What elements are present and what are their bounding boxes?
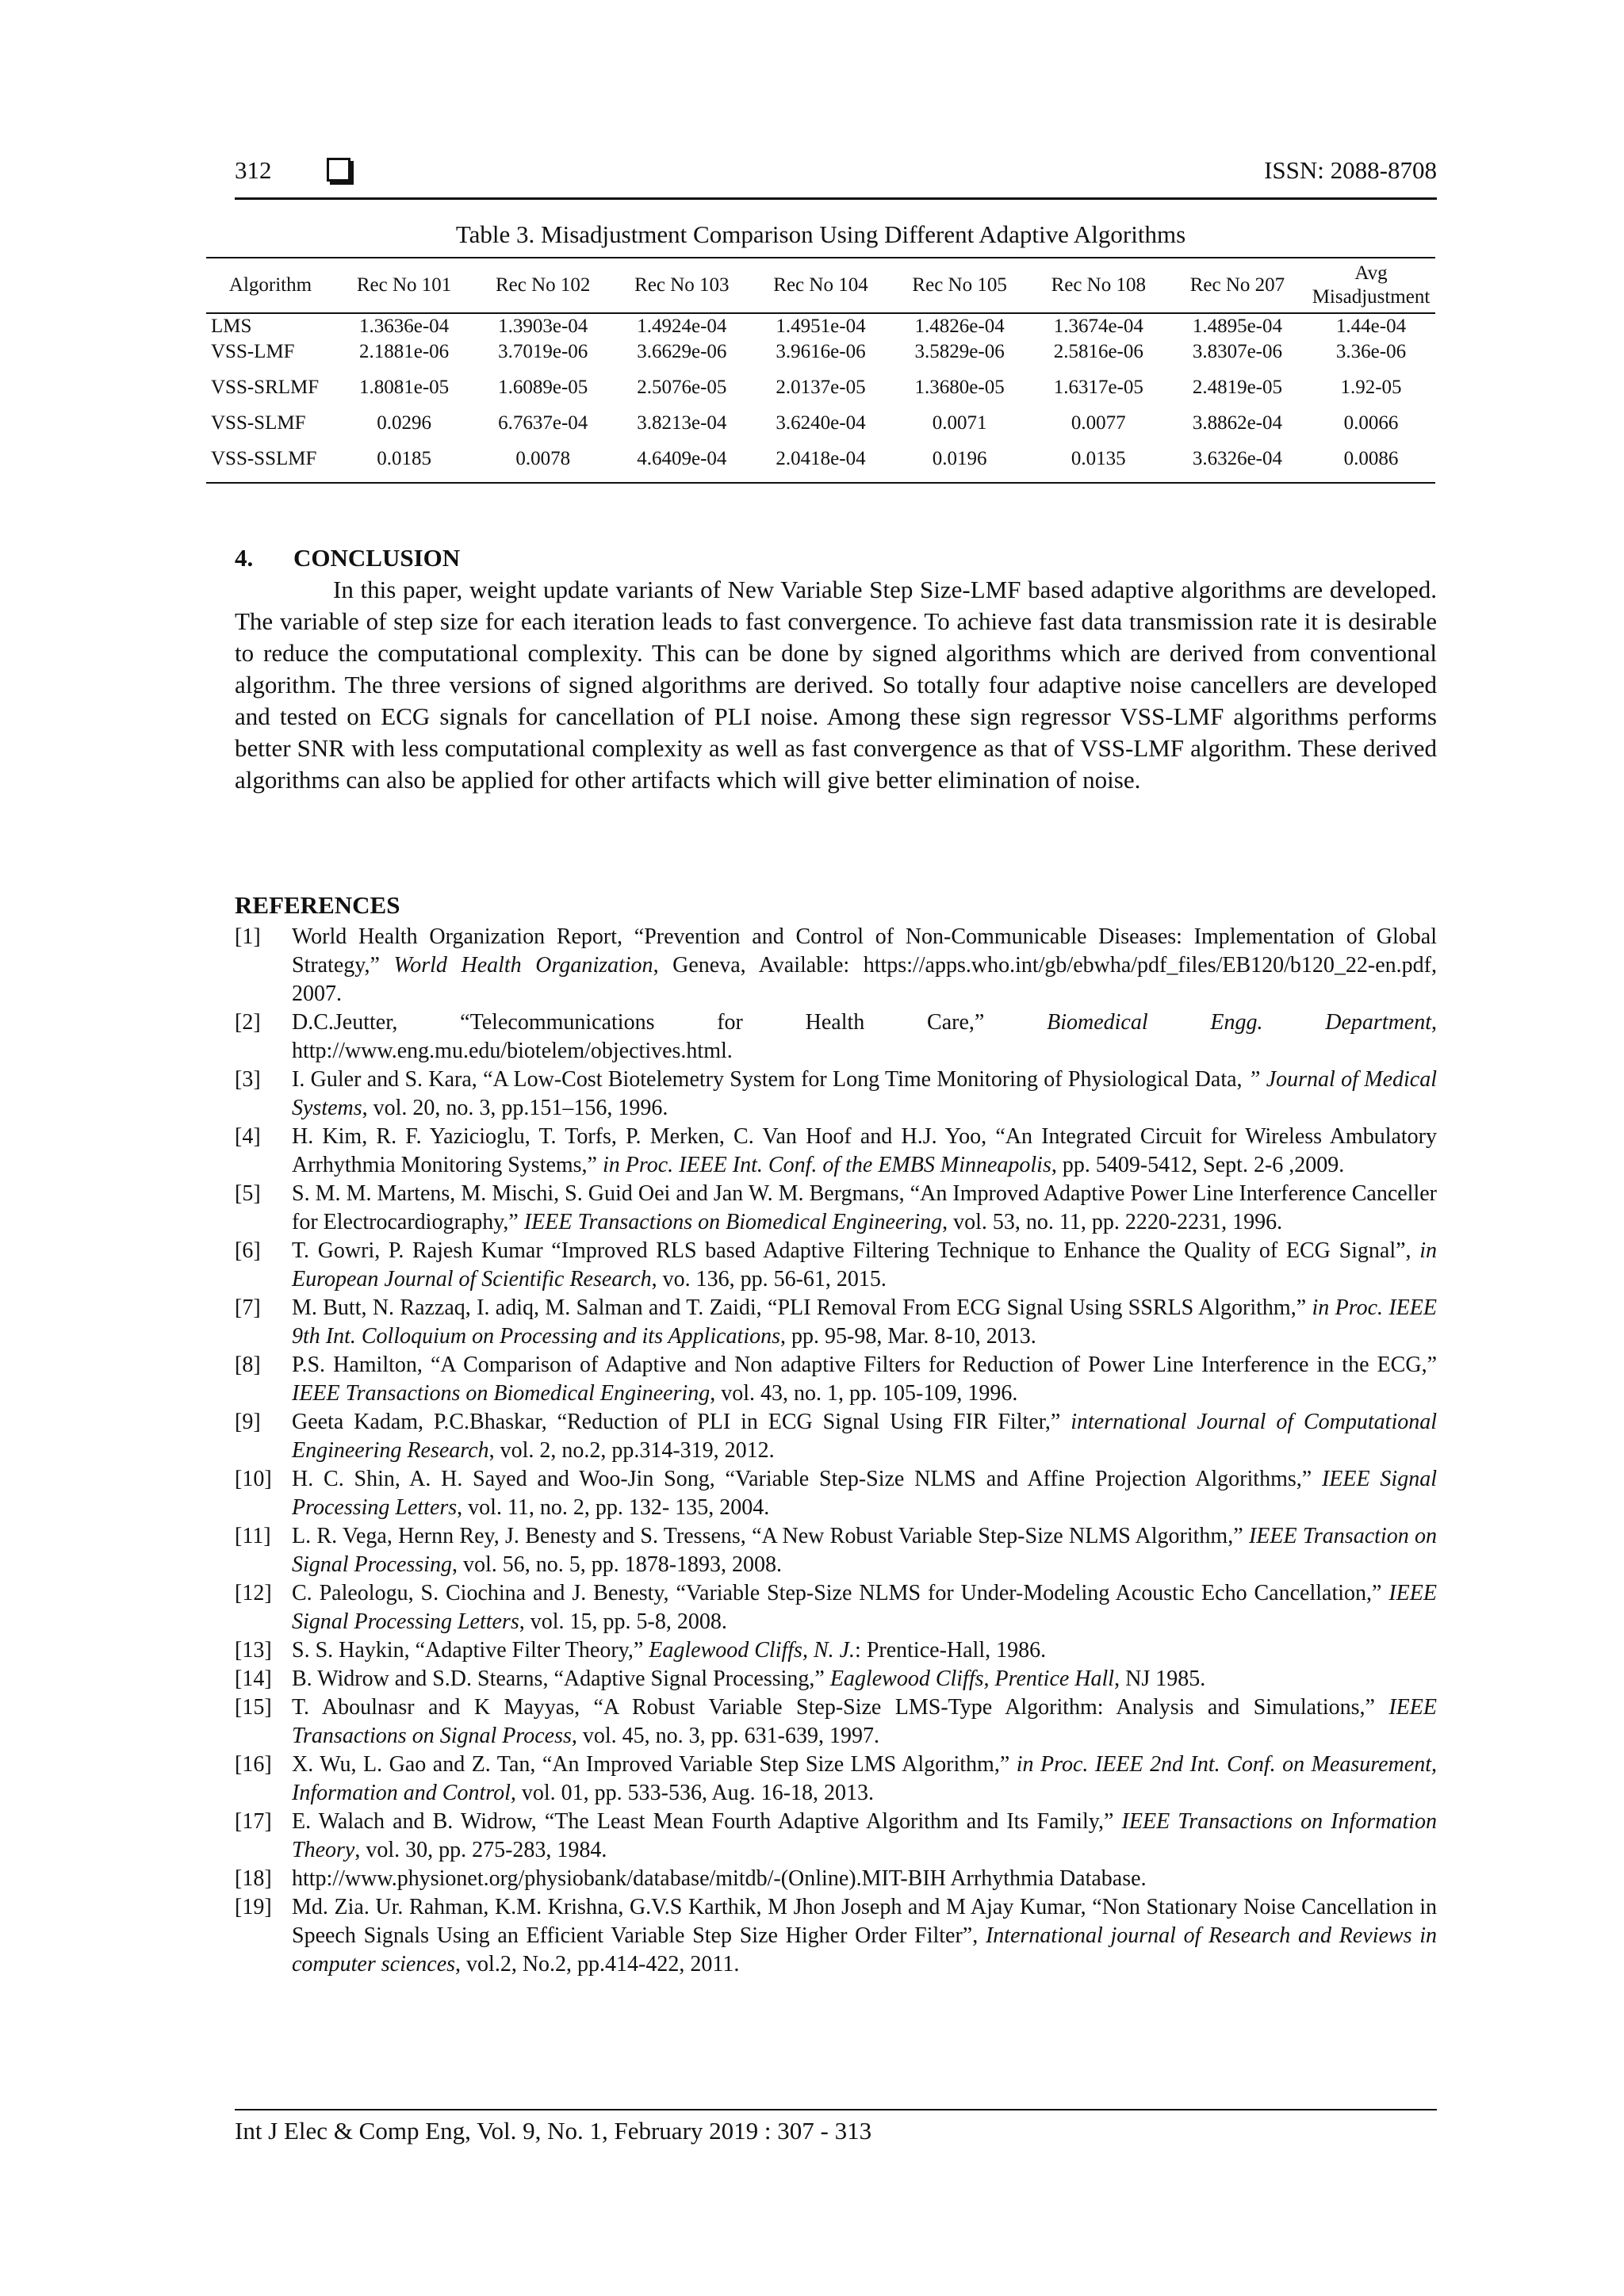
- reference-text: I. Guler and S. Kara, “A Low-Cost Biotelemetry System for Long Time Monitoring of Physiological Data,: [292, 1067, 1248, 1092]
- reference-number: [7]: [235, 1295, 261, 1320]
- reference-number: [6]: [235, 1238, 261, 1263]
- reference-item: [235, 1465, 1437, 1522]
- table-row: [206, 436, 1435, 483]
- table-cell: 3.9616e-06: [776, 341, 866, 362]
- col-avg-misadjustment: Avg Misadjustment: [1307, 258, 1435, 313]
- table-cell: 1.4826e-04: [914, 316, 1005, 337]
- reference-number: [15]: [235, 1695, 272, 1720]
- reference-item: [235, 923, 1437, 1008]
- reference-item: [235, 1893, 1437, 1979]
- reference-item: [235, 1351, 1437, 1408]
- table-caption: Table 3. Misadjustment Comparison Using Different Adaptive Algorithms: [455, 220, 1186, 248]
- reference-details: , http://www.eng.mu.edu/biotelem/objectives.html.: [292, 1010, 1437, 1063]
- col-rec-108: Rec No 108: [1029, 258, 1168, 313]
- section-title: CONCLUSION: [293, 544, 461, 572]
- table-cell: VSS-SLMF: [211, 412, 306, 434]
- table-cell: 1.4951e-04: [776, 316, 866, 337]
- page-header: [235, 153, 1437, 200]
- reference-details: , vol. 45, no. 3, pp. 631-639, 1997.: [571, 1724, 879, 1748]
- reference-source: IEEE Transactions on Signal Process: [292, 1695, 1437, 1748]
- reference-details: : Prentice-Hall, 1986.: [855, 1638, 1047, 1663]
- table-cell: VSS-LMF: [211, 341, 295, 362]
- reference-source: IEEE Transactions on Information Theory: [292, 1809, 1438, 1862]
- reference-item: [235, 1751, 1437, 1808]
- reference-source: in Proc. IEEE 9th Int. Colloquium on Processing and its Applications: [292, 1295, 1437, 1349]
- misadjustment-table: [206, 257, 1435, 484]
- table-cell: 3.8213e-04: [637, 412, 727, 434]
- reference-text: T. Gowri, P. Rajesh Kumar “Improved RLS based Adaptive Filtering Technique to Enhance the Quality of ECG Signal”,: [292, 1238, 1420, 1263]
- reference-source: IEEE Transaction on Signal Processing: [292, 1524, 1437, 1577]
- reference-text: X. Wu, L. Gao and Z. Tan, “An Improved Variable Step Size LMS Algorithm,”: [292, 1752, 1017, 1777]
- conclusion-paragraph: In this paper, weight update variants of New Variable Step Size-LMF based adaptive algorithms are developed. The variable of step size for each iteration leads to fast convergence. To achieve fast data transmission rate it is desirable to reduce the computational complexity. This can be done by signed algorithms which are derived from conventional algorithm. The three versions of signed algorithms are derived. So totally four adaptive noise cancellers are developed and tested on ECG signals for cancellation of PLI noise. Among these sign regressor VSS-LMF algorithms performs better SNR with less computational complexity as well as fast convergence as that of VSS-LMF algorithm. These derived algorithms can also be applied for other artifacts which will give better elimination of noise.: [235, 576, 1437, 794]
- table-header-row: [206, 258, 1435, 313]
- col-rec-102: Rec No 102: [473, 258, 612, 313]
- reference-text: Geeta Kadam, P.C.Bhaskar, “Reduction of PLI in ECG Signal Using FIR Filter,”: [292, 1410, 1071, 1434]
- reference-text: T. Aboulnasr and K Mayyas, “A Robust Variable Step-Size LMS-Type Algorithm: Analysis and Simulations,”: [292, 1695, 1389, 1720]
- issn-label: ISSN: 2088-8708: [1264, 156, 1437, 184]
- references-heading: REFERENCES: [235, 891, 400, 919]
- reference-details: , vol. 53, no. 11, pp. 2220-2231, 1996.: [942, 1210, 1283, 1234]
- section-number: 4.: [235, 544, 254, 572]
- reference-item: [235, 1808, 1437, 1865]
- reference-item: [235, 1123, 1437, 1180]
- table-row: [206, 313, 1435, 339]
- reference-text: P.S. Hamilton, “A Comparison of Adaptive and Non adaptive Filters for Reduction of Power Line Interference in the ECG,”: [292, 1353, 1437, 1377]
- reference-list: [235, 923, 1437, 1979]
- table-cell: 4.6409e-04: [637, 448, 727, 469]
- reference-item: [235, 1579, 1437, 1636]
- reference-number: [17]: [235, 1809, 272, 1834]
- table-cell: 1.3903e-04: [498, 316, 588, 337]
- reference-item: [235, 1865, 1437, 1893]
- table-cell: 3.6326e-04: [1192, 448, 1282, 469]
- reference-text: C. Paleologu, S. Ciochina and J. Benesty, “Variable Step-Size NLMS for Under-Modeling Acoustic Echo Cancellation,”: [292, 1581, 1389, 1605]
- reference-source: Eaglewood Cliffs, N. J.: [649, 1638, 856, 1663]
- reference-item: [235, 1066, 1437, 1123]
- reference-item: [235, 1237, 1437, 1294]
- reference-details: , vol. 15, pp. 5-8, 2008.: [519, 1609, 727, 1634]
- reference-text: E. Walach and B. Widrow, “The Least Mean Fourth Adaptive Algorithm and Its Family,”: [292, 1809, 1122, 1834]
- reference-item: [235, 1008, 1437, 1066]
- table-cell: 0.0066: [1343, 412, 1399, 434]
- reference-details: , pp. 5409-5412, Sept. 2-6 ,2009.: [1051, 1153, 1345, 1177]
- reference-details: , vol. 43, no. 1, pp. 105-109, 1996.: [710, 1381, 1018, 1406]
- square-bullet-icon: [327, 158, 350, 182]
- reference-text: H. Kim, R. F. Yazicioglu, T. Torfs, P. Merken, C. Van Hoof and H.J. Yoo, “An Integrated Circuit for Wireless Ambulatory Arrhythmia Monitoring Systems,”: [292, 1124, 1437, 1177]
- reference-number: [19]: [235, 1895, 272, 1919]
- reference-source: IEEE Signal Processing Letters: [292, 1581, 1437, 1634]
- table-cell: 1.8081e-05: [358, 377, 450, 398]
- reference-source: ” Journal of Medical Systems: [292, 1067, 1437, 1120]
- reference-text: L. R. Vega, Hernn Rey, J. Benesty and S. Tressens, “A New Robust Variable Step-Size NLMS Algorithm,”: [292, 1524, 1249, 1548]
- reference-text: Md. Zia. Ur. Rahman, K.M. Krishna, G.V.S Karthik, M Jhon Joseph and M Ajay Kumar, “Non Stationary Noise Cancellation in Speech Signals Using an Efficient Variable Step Size Higher Order Filter”,: [292, 1895, 1437, 1948]
- table-cell: 1.4924e-04: [637, 316, 727, 337]
- reference-number: [12]: [235, 1581, 272, 1605]
- table-cell: 1.6089e-05: [498, 377, 588, 398]
- reference-details: , NJ 1985.: [1114, 1667, 1206, 1691]
- table-cell: 1.6317e-05: [1053, 377, 1143, 398]
- table-cell: 2.0137e-05: [776, 377, 866, 398]
- table-row: [206, 411, 1435, 436]
- reference-text: World Health Organization Report, “Prevention and Control of Non-Communicable Diseases: Implementation of Global Strategy,”: [292, 924, 1437, 978]
- table-cell: LMS: [211, 316, 252, 337]
- reference-text: B. Widrow and S.D. Stearns, “Adaptive Signal Processing,”: [292, 1667, 830, 1691]
- reference-details: , vol.2, No.2, pp.414-422, 2011.: [455, 1952, 740, 1976]
- col-rec-101: Rec No 101: [335, 258, 473, 313]
- table-cell: 2.5816e-06: [1053, 341, 1143, 362]
- col-rec-207: Rec No 207: [1168, 258, 1307, 313]
- reference-text: M. Butt, N. Razzaq, I. adiq, M. Salman and T. Zaidi, “PLI Removal From ECG Signal Using SSRLS Algorithm,”: [292, 1295, 1312, 1320]
- table-row: [206, 365, 1435, 411]
- reference-number: [3]: [235, 1067, 261, 1092]
- reference-details: , vol. 20, no. 3, pp.151–156, 1996.: [362, 1096, 668, 1120]
- reference-item: [235, 1636, 1437, 1665]
- table-cell: 0.0135: [1071, 448, 1126, 469]
- reference-item: [235, 1408, 1437, 1465]
- table-cell: 1.4895e-04: [1192, 316, 1282, 337]
- reference-number: [16]: [235, 1752, 272, 1777]
- table-cell: 6.7637e-04: [498, 412, 588, 434]
- reference-text: S. S. Haykin, “Adaptive Filter Theory,”: [292, 1638, 649, 1663]
- table-cell: 0.0196: [932, 448, 987, 469]
- reference-source: international Journal of Computational Engineering Research: [292, 1410, 1438, 1463]
- table-row: [206, 339, 1435, 365]
- table-cell: 2.0418e-04: [776, 448, 866, 469]
- table-cell: 3.8307e-06: [1192, 341, 1282, 362]
- table-cell: 3.6629e-06: [637, 341, 727, 362]
- reference-number: [11]: [235, 1524, 271, 1548]
- reference-number: [9]: [235, 1410, 261, 1434]
- reference-item: [235, 1294, 1437, 1351]
- section-heading: [235, 544, 460, 572]
- page-number: 312: [235, 156, 272, 184]
- reference-source: IEEE Transactions on Biomedical Engineering: [523, 1210, 943, 1234]
- reference-details: vol. 01, pp. 533-536, Aug. 16-18, 2013.: [515, 1781, 874, 1805]
- reference-details: , pp. 95-98, Mar. 8-10, 2013.: [780, 1324, 1036, 1349]
- table-cell: 2.5076e-05: [637, 377, 727, 398]
- table-cell: 2.1881e-06: [358, 341, 450, 362]
- table-cell: 0.0296: [377, 412, 431, 434]
- table-cell: 3.7019e-06: [498, 341, 588, 362]
- table-cell: VSS-SRLMF: [211, 377, 320, 398]
- table-cell: VSS-SSLMF: [211, 448, 317, 469]
- reference-item: [235, 1522, 1437, 1579]
- table-cell: 3.5829e-06: [914, 341, 1005, 362]
- reference-number: [10]: [235, 1467, 272, 1491]
- col-rec-104: Rec No 104: [751, 258, 890, 313]
- reference-source: World Health Organization: [393, 953, 653, 978]
- reference-source: IEEE Transactions on Biomedical Engineering: [292, 1381, 710, 1406]
- table-cell: 3.6240e-04: [776, 412, 866, 434]
- page-footer: Int J Elec & Comp Eng, Vol. 9, No. 1, February 2019 : 307 - 313: [235, 2109, 1437, 2145]
- reference-details: , vol. 56, no. 5, pp. 1878-1893, 2008.: [451, 1552, 783, 1577]
- reference-details: , vo. 136, pp. 56-61, 2015.: [651, 1267, 887, 1292]
- reference-text: D.C.Jeutter, “Telecommunications for Health Care,”: [292, 1010, 1048, 1035]
- table-cell: 0.0086: [1343, 448, 1399, 469]
- reference-number: [14]: [235, 1667, 272, 1691]
- reference-details: , vol. 2, no.2, pp.314-319, 2012.: [488, 1438, 775, 1463]
- reference-source: in Proc. IEEE 2nd Int. Conf. on Measurement, Information and Control,: [292, 1752, 1437, 1805]
- reference-number: [5]: [235, 1181, 261, 1206]
- reference-details: , Geneva, Available: https://apps.who.int/gb/ebwha/pdf_files/EB120/b120_22-en.pdf, 2007.: [292, 953, 1437, 1006]
- col-rec-103: Rec No 103: [612, 258, 751, 313]
- reference-number: [13]: [235, 1638, 272, 1663]
- reference-source: in Proc. IEEE Int. Conf. of the EMBS Minneapolis: [602, 1153, 1051, 1177]
- reference-item: [235, 1665, 1437, 1693]
- reference-item: [235, 1693, 1437, 1751]
- reference-text: http://www.physionet.org/physiobank/database/mitdb/-(Online).MIT-BIH Arrhythmia Database.: [292, 1866, 1147, 1891]
- table-cell: 0.0077: [1071, 412, 1126, 434]
- reference-item: [235, 1180, 1437, 1237]
- col-algorithm: Algorithm: [206, 258, 335, 313]
- table-cell: 1.92-05: [1340, 377, 1402, 398]
- table-cell: 3.8862e-04: [1192, 412, 1282, 434]
- reference-details: , vol. 30, pp. 275-283, 1984.: [354, 1838, 607, 1862]
- reference-number: [1]: [235, 924, 261, 949]
- reference-source: Eaglewood Cliffs, Prentice Hall: [829, 1667, 1115, 1691]
- reference-number: [2]: [235, 1010, 261, 1035]
- table-cell: 1.3674e-04: [1053, 316, 1143, 337]
- table-cell: 0.0185: [377, 448, 431, 469]
- reference-number: [18]: [235, 1866, 272, 1891]
- table-cell: 0.0078: [515, 448, 571, 469]
- col-rec-105: Rec No 105: [891, 258, 1029, 313]
- reference-text: S. M. M. Martens, M. Mischi, S. Guid Oei and Jan W. M. Bergmans, “An Improved Adaptive Power Line Interference Canceller for Electrocardiography,”: [292, 1181, 1437, 1234]
- reference-source: in European Journal of Scientific Research: [292, 1238, 1437, 1292]
- reference-text: H. C. Shin, A. H. Sayed and Woo-Jin Song, “Variable Step-Size NLMS and Affine Projection Algorithms,”: [292, 1467, 1322, 1491]
- reference-details: , vol. 11, no. 2, pp. 132- 135, 2004.: [457, 1495, 770, 1520]
- reference-number: [4]: [235, 1124, 261, 1149]
- table-cell: 1.3636e-04: [358, 316, 450, 337]
- reference-source: International journal of Research and Reviews in computer sciences: [292, 1923, 1437, 1976]
- reference-source: Biomedical Engg. Department: [1047, 1010, 1431, 1035]
- reference-number: [8]: [235, 1353, 261, 1377]
- table-cell: 0.0071: [932, 412, 987, 434]
- table-cell: 1.44e-04: [1335, 316, 1407, 337]
- table-cell: 3.36e-06: [1335, 341, 1407, 362]
- reference-source: IEEE Signal Processing Letters: [292, 1467, 1437, 1520]
- table-cell: 2.4819e-05: [1192, 377, 1282, 398]
- table-cell: 1.3680e-05: [914, 377, 1005, 398]
